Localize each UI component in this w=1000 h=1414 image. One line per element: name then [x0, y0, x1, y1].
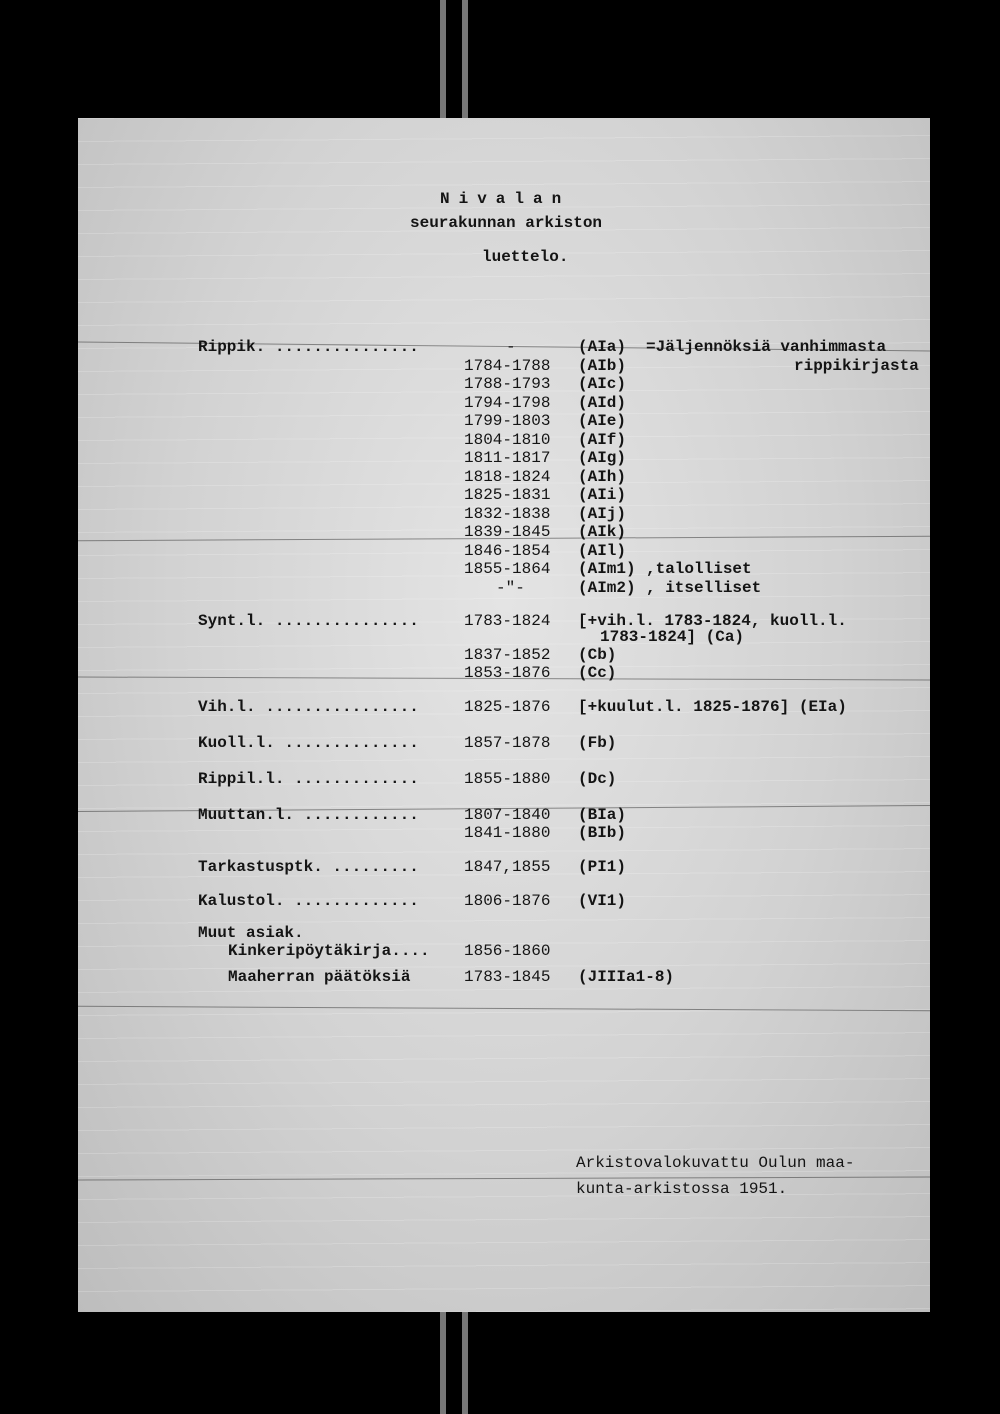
rippik-code: (AIc) [578, 375, 627, 393]
synt-years: 1783-1824 [464, 612, 551, 630]
section-label-rippik: Rippik. ............... [198, 338, 419, 356]
rippik-code: (AIl) [578, 542, 627, 560]
synt-years: 1837-1852 [464, 646, 551, 664]
rippik-years: 1846-1854 [464, 542, 551, 560]
entry-code: (Dc) [578, 770, 617, 788]
synt-code: [+vih.l. 1783-1824, kuoll.l. [578, 612, 847, 630]
document-subtitle: seurakunnan arkiston [410, 214, 603, 232]
muuttan-years: 1841-1880 [464, 824, 551, 842]
rippik-code: (AIf) [578, 431, 627, 449]
rippik-years: 1832-1838 [464, 505, 551, 523]
entry-code: (Fb) [578, 734, 617, 752]
rippik-code: (AIb) [578, 357, 627, 375]
archive-note-line2: kunta-arkistossa 1951. [576, 1180, 788, 1198]
synt-code: (Cc) [578, 664, 617, 682]
rippik-code: (AIa) [578, 338, 627, 356]
rippik-note: ,talolliset [646, 560, 752, 578]
rippik-years: 1788-1793 [464, 375, 551, 393]
rippik-code: (AId) [578, 394, 627, 412]
synt-years: 1853-1876 [464, 664, 551, 682]
muuttan-code: (BIb) [578, 824, 627, 842]
rippik-code: (AIe) [578, 412, 627, 430]
rippik-years: 1825-1831 [464, 486, 551, 504]
synt-code: (Cb) [578, 646, 617, 664]
rippik-code: (AIh) [578, 468, 627, 486]
rippik-years: 1784-1788 [464, 357, 551, 375]
entry-years: 1847,1855 [464, 858, 551, 876]
rippik-note: rippikirjasta [794, 357, 919, 375]
document-subtitle-2: luettelo. [482, 248, 569, 266]
synt-note: 1783-1824] (Ca) [600, 628, 745, 646]
scratch-line [78, 1177, 930, 1181]
rippik-years: 1855-1864 [464, 560, 551, 578]
film-strip-top-left [440, 0, 446, 120]
entry-label: Tarkastusptk. ......... [198, 858, 419, 876]
entry-label: Kuoll.l. .............. [198, 734, 419, 752]
rippik-years: 1799-1803 [464, 412, 551, 430]
rippik-first-year: - [506, 338, 516, 356]
section-label-muuttan: Muuttan.l. ............ [198, 806, 419, 824]
rippik-code: (AIm1) [578, 560, 636, 578]
entry-label: Rippil.l. ............. [198, 770, 419, 788]
rippik-years: 1804-1810 [464, 431, 551, 449]
rippik-code: (AIk) [578, 523, 627, 541]
rippik-years: 1839-1845 [464, 523, 551, 541]
archive-document-page [78, 118, 930, 1312]
scratch-line [78, 1006, 930, 1011]
muut-years: 1856-1860 [464, 942, 551, 960]
rippik-note: , itselliset [646, 579, 762, 597]
section-label-muut: Muut asiak. [198, 924, 304, 942]
muut-years: 1783-1845 [464, 968, 551, 986]
entry-years: 1857-1878 [464, 734, 551, 752]
rippik-years: 1818-1824 [464, 468, 551, 486]
entry-code: [+kuulut.l. 1825-1876] (EIa) [578, 698, 847, 716]
muut-label: Maaherran päätöksiä [228, 968, 411, 986]
archive-note-line1: Arkistovalokuvattu Oulun maa- [576, 1154, 855, 1172]
muut-label: Kinkeripöytäkirja.... [228, 942, 430, 960]
film-strip-top-right [462, 0, 468, 120]
entry-years: 1806-1876 [464, 892, 551, 910]
rippik-note: =Jäljennöksiä vanhimmasta [646, 338, 887, 356]
entry-label: Kalustol. ............. [198, 892, 419, 910]
entry-years: 1855-1880 [464, 770, 551, 788]
section-label-synt: Synt.l. ............... [198, 612, 419, 630]
entry-label: Vih.l. ................ [198, 698, 419, 716]
rippik-years: 1811-1817 [464, 449, 551, 467]
muuttan-code: (BIa) [578, 806, 627, 824]
document-title: Nivalan [440, 190, 571, 208]
muuttan-years: 1807-1840 [464, 806, 551, 824]
rippik-code: (AIi) [578, 486, 627, 504]
entry-code: (PI1) [578, 858, 627, 876]
muut-code: (JIIIa1-8) [578, 968, 675, 986]
rippik-code: (AIg) [578, 449, 627, 467]
entry-code: (VI1) [578, 892, 627, 910]
rippik-years: -"- [496, 579, 525, 597]
rippik-code: (AIm2) [578, 579, 636, 597]
rippik-code: (AIj) [578, 505, 627, 523]
rippik-years: 1794-1798 [464, 394, 551, 412]
film-strip-bottom-right [462, 1312, 468, 1414]
film-strip-bottom-left [440, 1312, 446, 1414]
entry-years: 1825-1876 [464, 698, 551, 716]
